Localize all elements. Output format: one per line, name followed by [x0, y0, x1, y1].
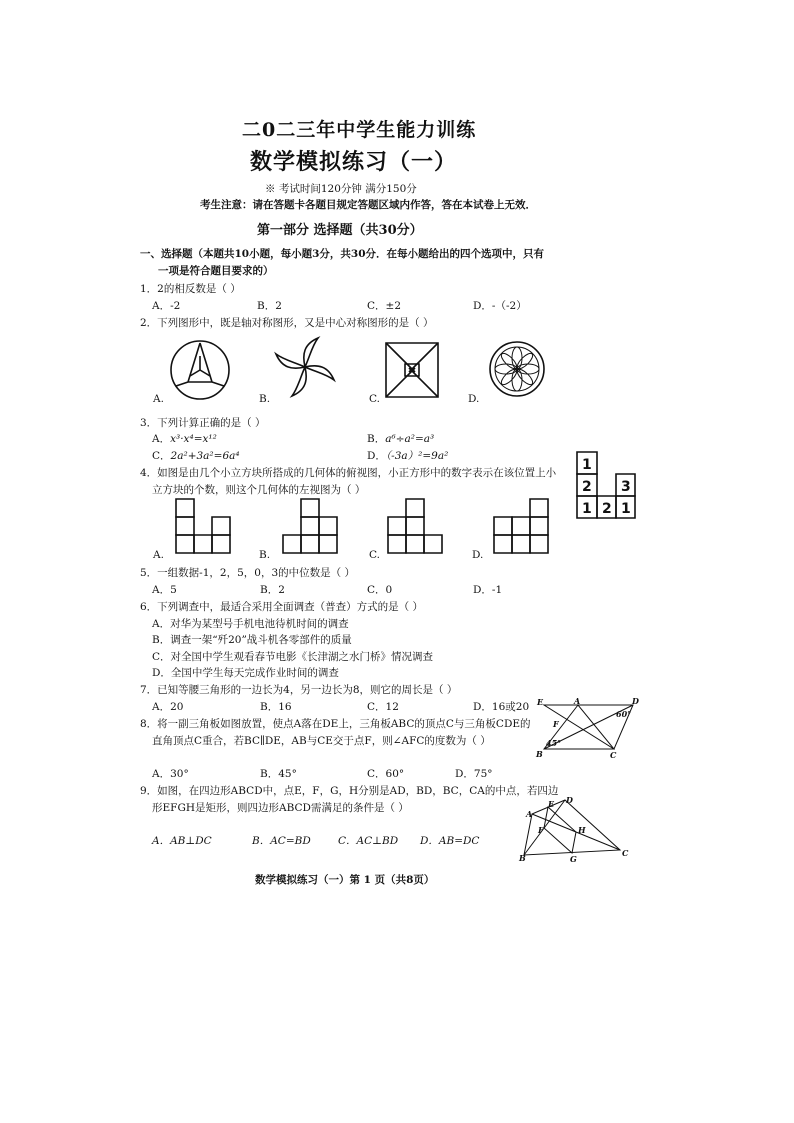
q9-label-G: G	[570, 854, 577, 864]
q4-figure-c	[387, 498, 447, 554]
q6-option-b: B．调查一架“歼20”战斗机各零部件的质量	[152, 634, 352, 646]
q2-option-c: C.	[369, 393, 380, 405]
q4-option-b: B.	[259, 549, 271, 561]
q1-option-b: B．2	[257, 300, 282, 312]
q9-quadrilateral-figure	[518, 795, 630, 865]
exam-info: ※ 考试时间120分钟 满分150分	[265, 183, 417, 195]
q7-stem: 7．已知等腰三角形的一边长为4，另一边长为8，则它的周长是（ ）	[140, 684, 458, 696]
q8-option-c: C．60°	[367, 768, 405, 780]
q5-option-a: A．5	[152, 584, 177, 596]
q2-option-b: B.	[259, 393, 271, 405]
q7-option-a: A．20	[152, 701, 184, 713]
q2-stem: 2．下列图形中，既是轴对称图形，又是中心对称图形的是（ ）	[140, 317, 434, 329]
exam-title: 二0二三年中学生能力训练	[242, 119, 477, 141]
q7-option-b: B．16	[260, 701, 292, 713]
q2-figure-a	[168, 338, 232, 402]
q4-top-view-grid	[576, 451, 636, 519]
page-footer: 数学模拟练习（一）第 1 页（共8页）	[255, 874, 435, 886]
q5-stem: 5．一组数据-1，2，5，0，3的中位数是（ ）	[140, 567, 355, 579]
q5-option-c: C．0	[367, 584, 393, 596]
q8-label-A: A	[574, 696, 581, 706]
q9-label-D: D	[566, 795, 573, 805]
q9-label-A: A	[526, 809, 533, 819]
q8-label-F: F	[553, 719, 559, 729]
q8-option-b: B．45°	[260, 768, 297, 780]
q3-stem: 3．下列计算正确的是（ ）	[140, 417, 266, 429]
q6-stem: 6．下列调查中，最适合采用全面调查（普查）方式的是（ ）	[140, 601, 424, 613]
q8-option-a: A．30°	[152, 768, 189, 780]
exam-subtitle: 数学模拟练习（一）	[250, 149, 458, 175]
q2-figure-d	[488, 340, 546, 398]
grid-number: 2	[602, 501, 612, 517]
q2-figure-b	[272, 334, 338, 400]
q8-angle-60: 60°	[616, 709, 632, 719]
grid-number: 3	[621, 479, 631, 495]
q9-stem-cont: 形EFGH是矩形，则四边形ABCD需满足的条件是（ ）	[152, 802, 409, 814]
section-intro: 一、选择题（本题共10小题，每小题3分，共30分．在每小题给出的四个选项中，只有	[140, 248, 545, 260]
q5-option-b: B．2	[260, 584, 285, 596]
q1-option-a: A．-2	[152, 300, 181, 312]
q4-option-c: C.	[369, 549, 380, 561]
q9-label-F: F	[538, 825, 544, 835]
q9-option-c: C．AC⊥BD	[338, 835, 399, 847]
exam-notice: 考生注意：请在答题卡各题目规定答题区域内作答，答在本试卷上无效．	[200, 199, 536, 211]
q4-figure-a	[175, 498, 235, 554]
q2-figure-c	[385, 342, 439, 398]
section-intro-cont: 一项是符合题目要求的）	[158, 265, 274, 277]
q4-figure-d	[493, 498, 553, 554]
q3-option-b: B．a⁶÷a²=a³	[367, 433, 435, 445]
q9-option-d: D．AB=DC	[420, 835, 480, 847]
q9-option-b: B．AC=BD	[252, 835, 311, 847]
q9-label-B: B	[519, 853, 526, 863]
q1-option-d: D．-（-2）	[473, 300, 527, 312]
q1-option-c: C．±2	[367, 300, 402, 312]
q8-stem: 8．将一副三角板如图放置，使点A落在DE上，三角板ABC的顶点C与三角板CDE的	[140, 718, 531, 730]
q8-label-D: D	[632, 696, 639, 706]
q9-stem: 9．如图，在四边形ABCD中，点E，F，G，H分别是AD，BD，BC，CA的中点，若四边	[140, 785, 559, 797]
grid-number: 1	[582, 501, 592, 517]
q4-option-a: A.	[153, 549, 164, 561]
q3-option-c: C．2a²+3a²=6a⁴	[152, 450, 240, 462]
q1-stem: 1．2的相反数是（ ）	[140, 283, 241, 295]
grid-number: 1	[621, 501, 631, 517]
q6-option-a: A．对华为某型号手机电池待机时间的调查	[152, 618, 349, 630]
q4-option-d: D.	[472, 549, 484, 561]
q7-option-c: C．12	[367, 701, 399, 713]
q8-stem-cont: 直角顶点C重合，若BC∥DE，AB与CE交于点F，则∠AFC的度数为（ ）	[152, 735, 491, 747]
q6-option-c: C．对全国中学生观看春节电影《长津湖之水门桥》情况调查	[152, 651, 434, 663]
q5-option-d: D．-1	[473, 584, 503, 596]
q2-option-d: D.	[468, 393, 480, 405]
q6-option-d: D．全国中学生每天完成作业时间的调查	[152, 667, 339, 679]
q4-stem: 4．如图是由几个小立方块所搭成的几何体的俯视图，小正方形中的数字表示在该位置上小	[140, 467, 557, 479]
part-heading: 第一部分 选择题（共30分）	[257, 223, 423, 238]
q3-option-a: A．x³·x⁴=x¹²	[152, 433, 217, 445]
q8-label-B: B	[536, 749, 543, 759]
q8-label-E: E	[537, 697, 544, 707]
grid-number: 2	[582, 479, 592, 495]
q4-stem-cont: 立方块的个数，则这个几何体的左视图为（ ）	[152, 484, 366, 496]
q2-option-a: A.	[153, 393, 164, 405]
q8-angle-45: 45°	[546, 738, 562, 748]
q8-triangle-figure	[536, 696, 639, 760]
q9-option-a: A．AB⊥DC	[152, 835, 212, 847]
q8-label-C: C	[610, 750, 617, 760]
q3-option-d: D．（-3a）²=9a²	[367, 450, 449, 462]
q7-option-d: D．16或20	[473, 701, 530, 713]
q9-label-E: E	[548, 799, 555, 809]
q4-figure-b	[282, 498, 342, 554]
q8-option-d: D．75°	[455, 768, 493, 780]
grid-number: 1	[582, 457, 592, 473]
q9-label-H: H	[578, 825, 586, 835]
q9-label-C: C	[622, 848, 629, 858]
